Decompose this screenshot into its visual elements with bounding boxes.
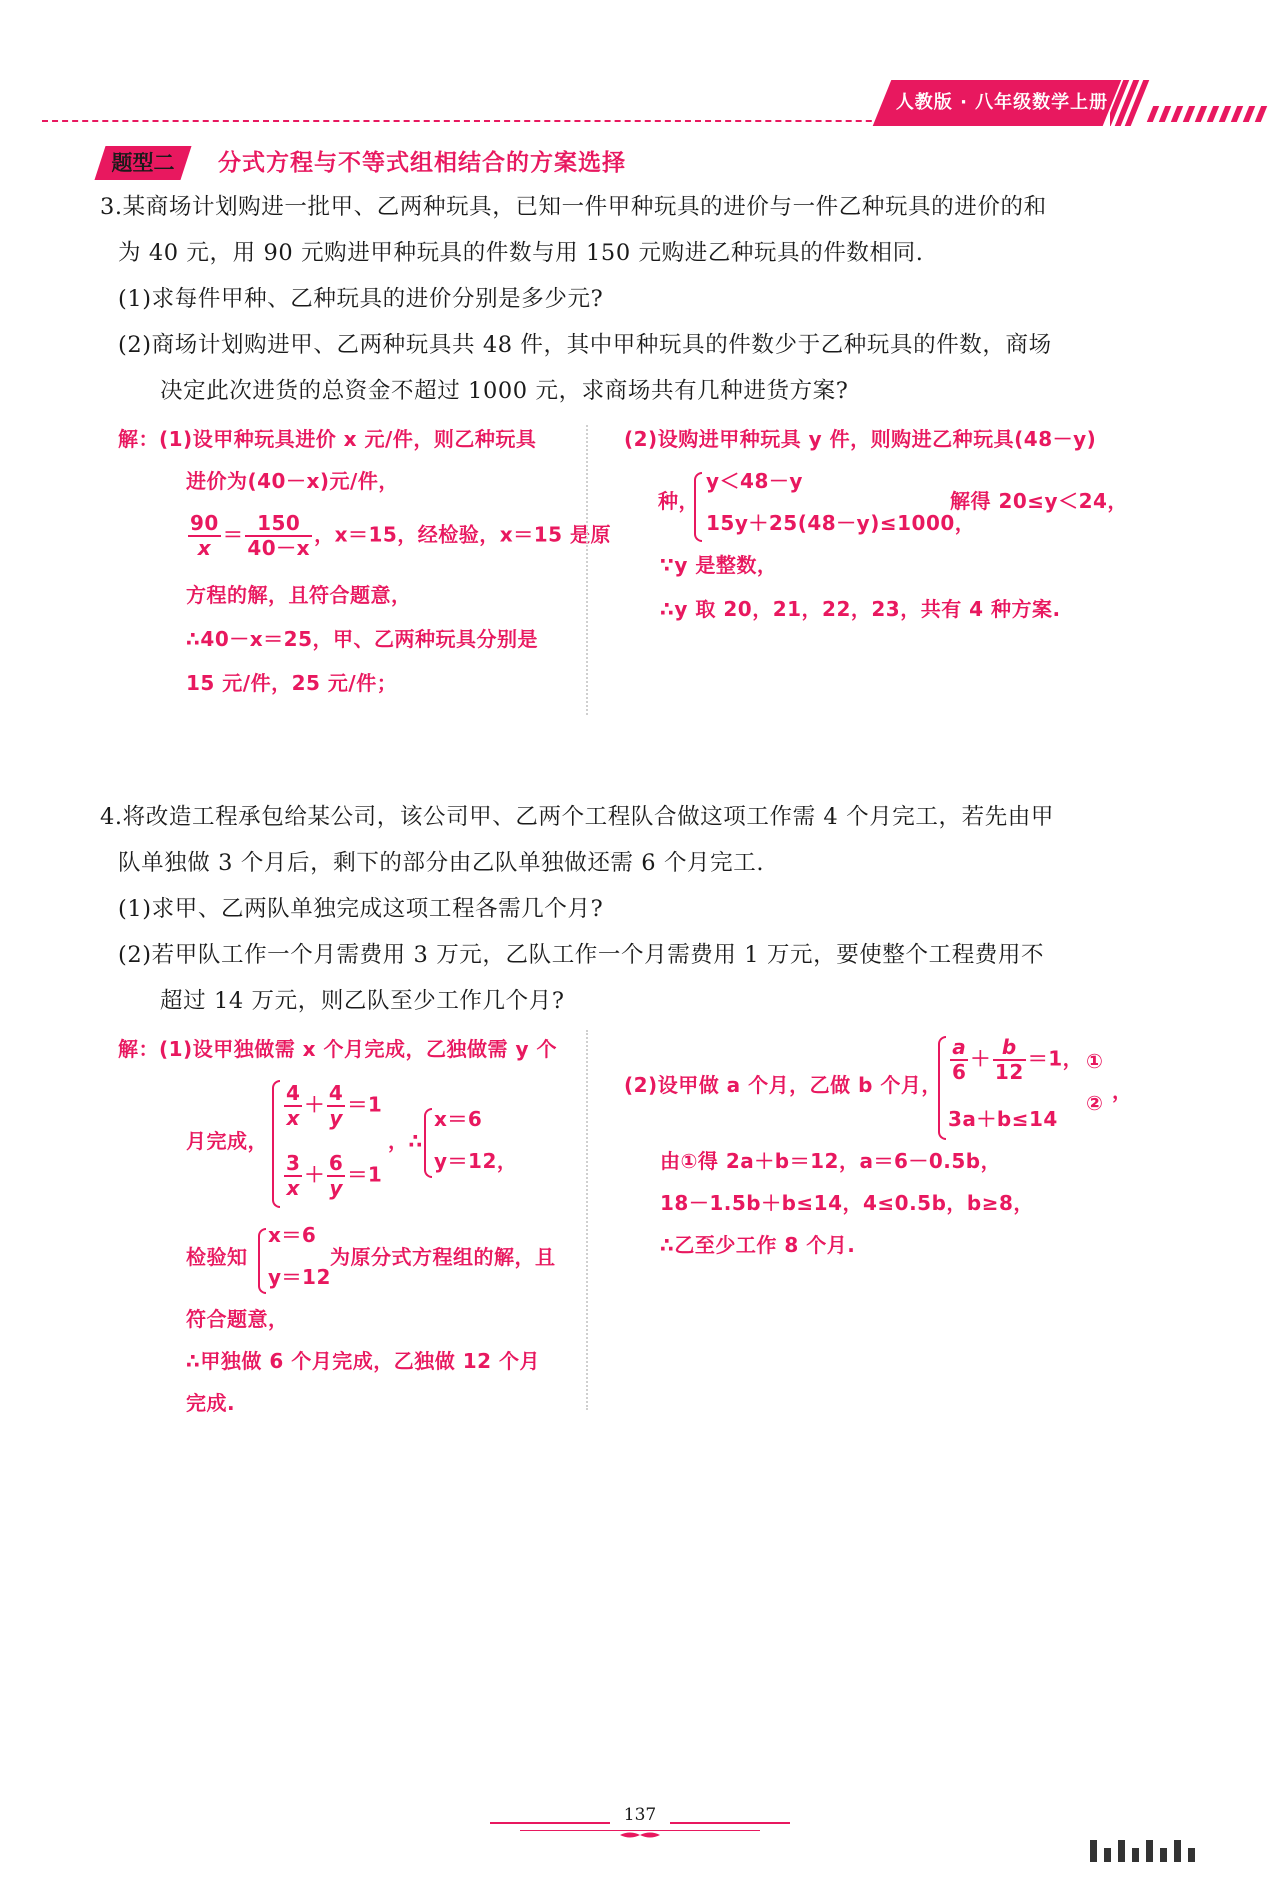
footer-ornament-icon [620,1830,660,1840]
s3-right-system-2: 15y＋25(48－y)≤1000， [706,511,976,535]
s3-right-system-1: y＜48－y [706,469,803,493]
s4-left-check-tail: 为原分式方程组的解，且 [330,1245,556,1269]
s3-right-zhong: 种， [658,489,699,513]
s4-left-line5: ∴甲独做 6 个月完成，乙独做 12 个月 [186,1349,541,1373]
s4-right-eq2: 3a＋b≤14 [948,1107,1058,1131]
s3-left-equation: $\frac{90}{x}$ ＝ $\frac{150}{40-x}$ ，x＝15，经检验，x＝15 是原 [190,511,612,560]
s4-right-eq1: $\frac{a}{6}$ ＋ $\frac{b}{12}$ ＝1， [952,1035,1084,1084]
s3-right-line1: (2)设购进甲种玩具 y 件，则购进乙种玩具(48－y) [624,427,1097,451]
header-stripes [1110,80,1270,126]
footer-rule-left [490,1822,610,1824]
s3-left-line2: 进价为(40－x)元/件， [186,469,399,493]
s4-right-line4: ∴乙至少工作 8 个月. [660,1233,856,1257]
s4-left-line6: 完成. [186,1391,236,1415]
s3-left-line6: 15 元/件，25 元/件； [186,671,398,695]
q3-part2a: (2)商场计划购进甲、乙两种玩具共 48 件，其中甲种玩具的件数少于乙种玩具的件数，商场 [118,332,1052,358]
column-divider [586,425,588,715]
s3-left-line4: 方程的解，且符合题意， [186,583,412,607]
system-brace [272,1080,280,1208]
scan-marker [1090,1838,1250,1862]
s3-right-line4: ∴y 取 20，21，22，23，共有 4 种方案. [660,597,1061,621]
s4-left-check-1: x＝6 [268,1223,317,1247]
s4-left-therefore: ，∴ [388,1129,423,1153]
q3-part1: (1)求每件甲种、乙种玩具的进价分别是多少元? [118,286,604,312]
header-dashed-rule [42,120,922,122]
s4-left-eq1: $\frac{4}{x}$ ＋ $\frac{4}{y}$ ＝1 [286,1081,383,1130]
s4-right-comma: ， [1112,1079,1133,1103]
s3-left-line1: 解：(1)设甲种玩具进价 x 元/件，则乙种玩具 [118,427,537,451]
q3-part2b: 决定此次进货的总资金不超过 1000 元，求商场共有几种进货方案? [160,378,849,404]
s4-right-mark2: ② [1086,1091,1104,1115]
footer-rule-right [670,1822,790,1824]
s4-left-result-1: x＝6 [434,1107,483,1131]
s3-right-line3: ∵y 是整数， [660,553,778,577]
s4-right-line1: (2)设甲做 a 个月，乙做 b 个月， [624,1073,942,1097]
q4-part2b: 超过 14 万元，则乙队至少工作几个月? [160,988,565,1014]
system-brace [258,1228,266,1294]
s4-left-check: 检验知 [186,1245,248,1269]
q4-part1: (1)求甲、乙两队单独完成这项工程各需几个月? [118,896,604,922]
s4-left-eq2: $\frac{3}{x}$ ＋ $\frac{6}{y}$ ＝1 [286,1151,383,1200]
q4-part2a: (2)若甲队工作一个月需费用 3 万元，乙队工作一个月需费用 1 万元，要使整个工程费用不 [118,942,1045,968]
s3-left-line5: ∴40－x＝25，甲、乙两种玩具分别是 [186,627,538,651]
fraction: $\frac{150}{40-x}$ [247,511,311,560]
q4-line1: 4.将改造工程承包给某公司，该公司甲、乙两个工程队合做这项工作需 4 个月完工，若先由甲 [100,804,1054,830]
fraction: $\frac{90}{x}$ [190,511,219,560]
s4-right-line2: 由①得 2a＋b＝12，a＝6－0.5b， [660,1149,1002,1173]
s4-left-check-2: y＝12 [268,1265,331,1289]
q3-line1: 3.某商场计划购进一批甲、乙两种玩具，已知一件甲种玩具的进价与一件乙种玩具的进价的和 [100,194,1047,220]
section-title: 分式方程与不等式组相结合的方案选择 [218,150,626,176]
s4-right-mark1: ① [1086,1049,1104,1073]
s4-right-line3: 18－1.5b＋b≤14，4≤0.5b，b≥8， [660,1191,1034,1215]
section-tag: 题型二 [111,151,175,175]
s4-left-result-2: y＝12， [434,1149,518,1173]
system-brace [694,472,702,542]
system-brace [938,1036,946,1140]
s4-left-line1: 解：(1)设甲独做需 x 个月完成，乙独做需 y 个 [118,1037,557,1061]
q3-line2: 为 40 元，用 90 元购进甲种玩具的件数与用 150 元购进乙种玩具的件数相同. [118,240,924,266]
q4-line2: 队单独做 3 个月后，剩下的部分由乙队单独做还需 6 个月完工. [118,850,765,876]
s4-left-line4: 符合题意， [186,1307,289,1331]
s4-left-line2: 月完成， [186,1129,268,1153]
s3-right-solve: 解得 20≤y＜24， [950,489,1128,513]
page-number: 137 [623,1805,657,1825]
system-brace [424,1108,432,1178]
column-divider [586,1030,588,1410]
header-book-title: 人教版 · 八年级数学上册 [895,92,1109,113]
